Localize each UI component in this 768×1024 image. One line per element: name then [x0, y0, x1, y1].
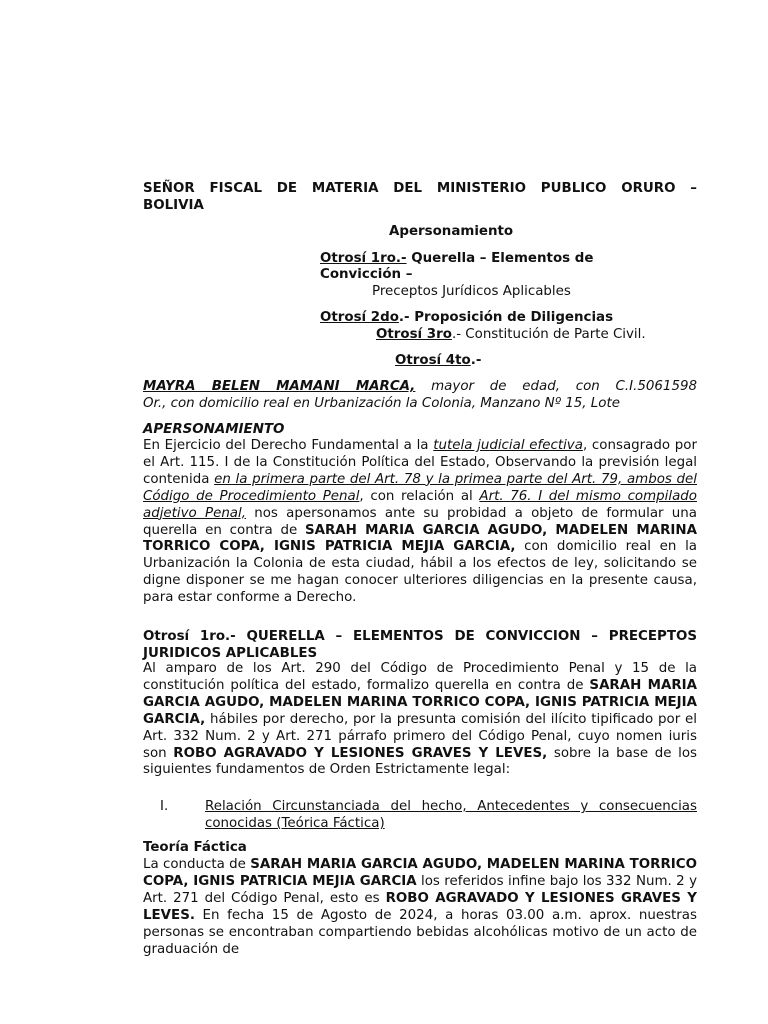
accused-names: SARAH MARIA GARCIA AGUDO, MADELEN MARINA TORRICO COPA, IGNIS PATRICIA MEJIA GARCIA, [143, 522, 697, 555]
otrosi1-text-1: Al amparo de los Art. 290 del Código de Procedimiento Penal y 15 de la constitución política del estado, formalizo querella en contra de [143, 661, 697, 693]
teoria-title: Teoría Fáctica [143, 840, 247, 855]
otrosi-1-label: Otrosí 1ro.- [320, 251, 407, 266]
document-heading [143, 181, 697, 198]
aper-text-2: , consagrado por el Art. 115. I de la Constitución Política del Estado, Observando la previsión legal contenida [143, 438, 697, 487]
summary-otrosi-4 [395, 353, 481, 370]
teoria-accused-names: SARAH MARIA GARCIA AGUDO, MADELEN MARINA TORRICO COPA, IGNIS PATRICIA MEJIA GARCIA [143, 857, 697, 889]
article-reference-1: en la primera parte del Art. 78 y la primea parte del Art. 79, ambos del Código de Procedimiento Penal [143, 471, 698, 504]
article-reference-2: Art. 76. I del mismo compilado adjetivo Penal, [143, 488, 698, 521]
aper-text-5: con domicilio real en la Urbanización la Colonia de esta ciudad, hábil a los efectos de ley, solicitando se digne disponer se me hagan conocer ulteriores diligencias en la presente causa, para estar conforme a Derecho. [143, 539, 697, 606]
otrosi-1-paragraph [143, 661, 697, 779]
summary-otrosi-1 [320, 251, 630, 268]
summary-otrosi-3 [376, 327, 646, 344]
otrosi1-accused-names: SARAH MARIA GARCIA AGUDO, MADELEN MARINA TORRICO COPA, IGNIS PATRICIA MEJIA GARCIA, [143, 677, 697, 727]
apersonamiento-paragraph [143, 438, 697, 607]
otrosi-2-text: .- Proposición de Diligencias [398, 310, 614, 325]
teoria-text-3: En fecha 15 de Agosto de 2024, a horas 03.00 a.m. aprox. nuestras personas se encontraban compartiendo bebidas alcohólicas motivo de un acto de graduación de [143, 907, 697, 957]
teoria-paragraph [143, 857, 697, 958]
otrosi-1-section-title: Otrosí 1ro.- QUERELLA – ELEMENTOS DE CONVICCION – PRECEPTOS JURIDICOS APLICABLES [143, 629, 697, 661]
otrosi1-crimes: ROBO AGRAVADO Y LESIONES GRAVES Y LEVES, [173, 745, 548, 761]
party-line-1-rest: mayor de edad, con C.I.5061598 [415, 379, 697, 394]
otrosi1-text-3: sobre la base de los siguientes fundamentos de Orden Estrictamente legal: [143, 745, 697, 778]
otrosi-4-text: .- [470, 353, 482, 368]
party-name: MAYRA BELEN MAMANI MARCA, [143, 379, 416, 394]
list-item-text: Relación Circunstanciada del hecho, Antecedentes y consecuencias conocidas (Teórica Fáctica) [205, 799, 697, 831]
teoria-text-1: La conducta de [143, 857, 251, 872]
heading-line-1: SEÑOR FISCAL DE MATERIA DEL MINISTERIO PUBLICO ORURO – [143, 181, 697, 196]
otrosi-1-subtitle: Preceptos Jurídicos Aplicables [372, 284, 571, 299]
party-line-2: Or., con domicilio real en Urbanización la Colonia, Manzano Nº 15, Lote [143, 396, 620, 411]
otrosi-4-label: Otrosí 4to [395, 353, 471, 368]
aper-text-1: En Ejercicio del Derecho Fundamental a la [143, 438, 434, 453]
summary-apersonamiento: Apersonamiento [389, 224, 514, 239]
apersonamiento-title: APERSONAMIENTO [143, 422, 285, 437]
teoria-crimes: ROBO AGRAVADO Y LESIONES GRAVES Y LEVES. [143, 890, 697, 923]
otrosi-1-text-a: Querella – Elementos de [406, 251, 594, 266]
teoria-text-2: los referidos infine bajo los 332 Num. 2 y Art. 271 del Código Penal, esto es [143, 873, 697, 906]
aper-text-4: nos apersonamos ante su probidad a objeto de formular una querella en contra de [143, 505, 697, 538]
list-marker: I. [160, 799, 169, 814]
otrosi1-text-2: hábiles por derecho, por la presunta comisión del ilícito tipificado por el Art. 332 Num. 2 y Art. 271 párrafo primero del Código Penal, cuyo nomen iuris son [143, 711, 697, 761]
summary-otrosi-2 [320, 310, 613, 327]
otrosi-3-label: Otrosí 3ro [376, 327, 452, 342]
otrosi-2-label: Otrosí 2do [320, 310, 399, 325]
heading-line-2: BOLIVIA [143, 198, 204, 213]
party-line-1 [143, 379, 697, 396]
otrosi-3-text: .- Constitución de Parte Civil. [451, 327, 646, 342]
tutela-reference: tutela judicial efectiva [433, 438, 583, 453]
otrosi-1-text-b: Convicción – [320, 267, 413, 282]
aper-text-3: , con relación al [359, 488, 480, 504]
